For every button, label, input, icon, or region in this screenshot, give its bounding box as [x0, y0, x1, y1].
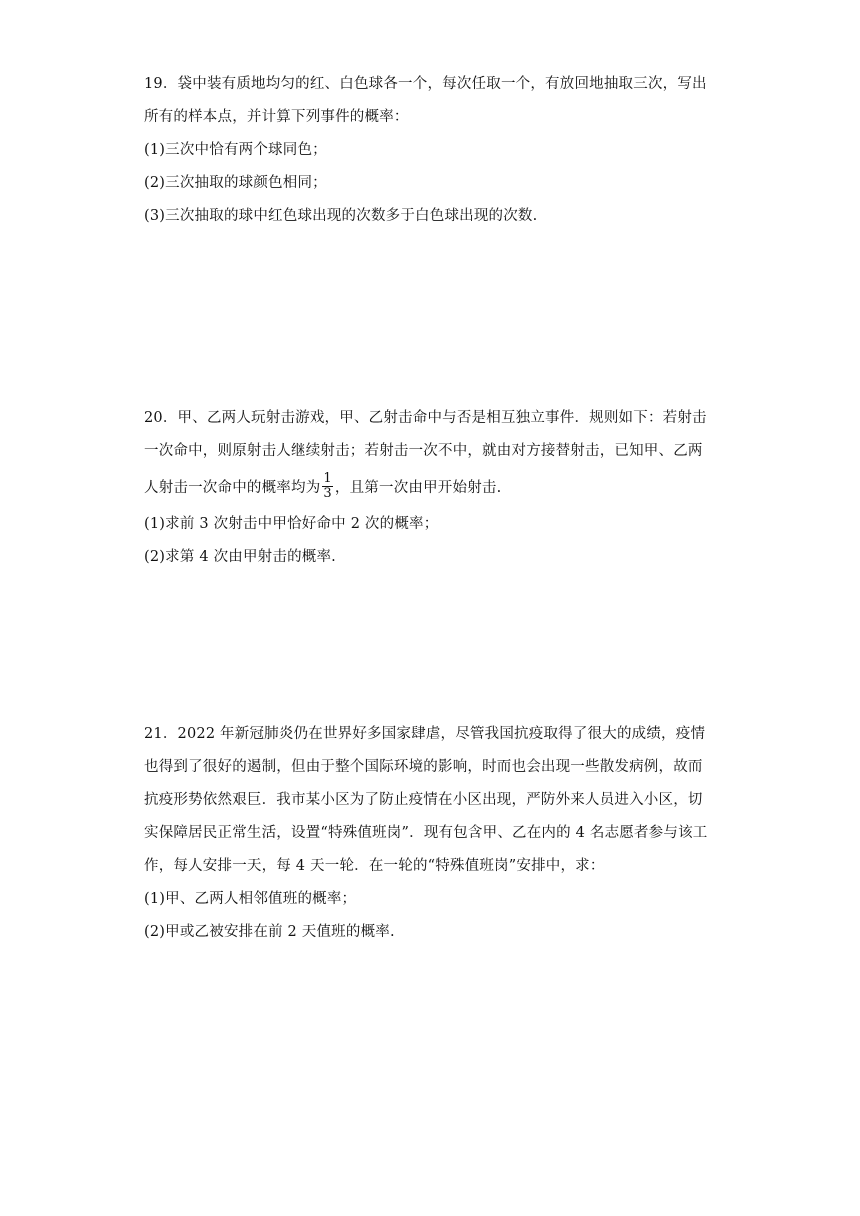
- problem-21-line-5: 作，每人安排一天，每 4 天一轮．在一轮的“特殊值班岗”安排中，求：: [144, 858, 605, 874]
- fraction-one-third: [322, 472, 332, 501]
- problem-21-line-3: 抗疫形势依然艰巨．我市某小区为了防止疫情在小区出现，严防外来人员进入小区，切: [144, 792, 703, 808]
- problem-20-line-2: 一次命中，则原射击人继续射击；若射击一次不中，就由对方接替射击，已知甲、乙两: [144, 443, 703, 459]
- problem-19-part-1: (1)三次中恰有两个球同色；: [144, 142, 327, 158]
- problem-21-line-1: 21．2022 年新冠肺炎仍在世界好多国家肆虐，尽管我国抗疫取得了很大的成绩，疫情: [144, 726, 706, 742]
- problem-20-part-1: (1)求前 3 次射击中甲恰好命中 2 次的概率；: [144, 516, 439, 532]
- problem-20-part-2: (2)求第 4 次由甲射击的概率.: [144, 549, 336, 565]
- problem-20-line-3-before: 人射击一次命中的概率均为: [144, 480, 321, 496]
- problem-19-line-1: 19．袋中装有质地均匀的红、白色球各一个，每次任取一个，有放回地抽取三次，写出: [144, 76, 707, 92]
- fraction-denominator: 3: [323, 485, 332, 501]
- problem-21-part-2: (2)甲或乙被安排在前 2 天值班的概率.: [144, 924, 395, 940]
- problem-19: [144, 68, 724, 233]
- fraction-numerator: 1: [323, 470, 332, 486]
- problem-19-part-2: (2)三次抽取的球颜色相同；: [144, 175, 327, 191]
- problem-19-line-2: 所有的样本点，并计算下列事件的概率：: [144, 109, 409, 125]
- problem-19-part-3: (3)三次抽取的球中红色球出现的次数多于白色球出现的次数.: [144, 208, 538, 224]
- problem-20-line-1: 20．甲、乙两人玩射击游戏，甲、乙射击命中与否是相互独立事件．规则如下：若射击: [144, 410, 707, 426]
- problem-21-line-2: 也得到了很好的遏制，但由于整个国际环境的影响，时而也会出现一些散发病例，故而: [144, 759, 703, 775]
- problem-20: [144, 402, 724, 574]
- problem-20-line-3-after: ，且第一次由甲开始射击.: [334, 480, 502, 496]
- problem-20-line-3: [144, 468, 724, 508]
- problem-21-part-1: (1)甲、乙两人相邻值班的概率；: [144, 891, 357, 907]
- problem-21: [144, 718, 724, 949]
- problem-21-line-4: 实保障居民正常生活，设置“特殊值班岗”．现有包含甲、乙在内的 4 名志愿者参与该工: [144, 825, 708, 841]
